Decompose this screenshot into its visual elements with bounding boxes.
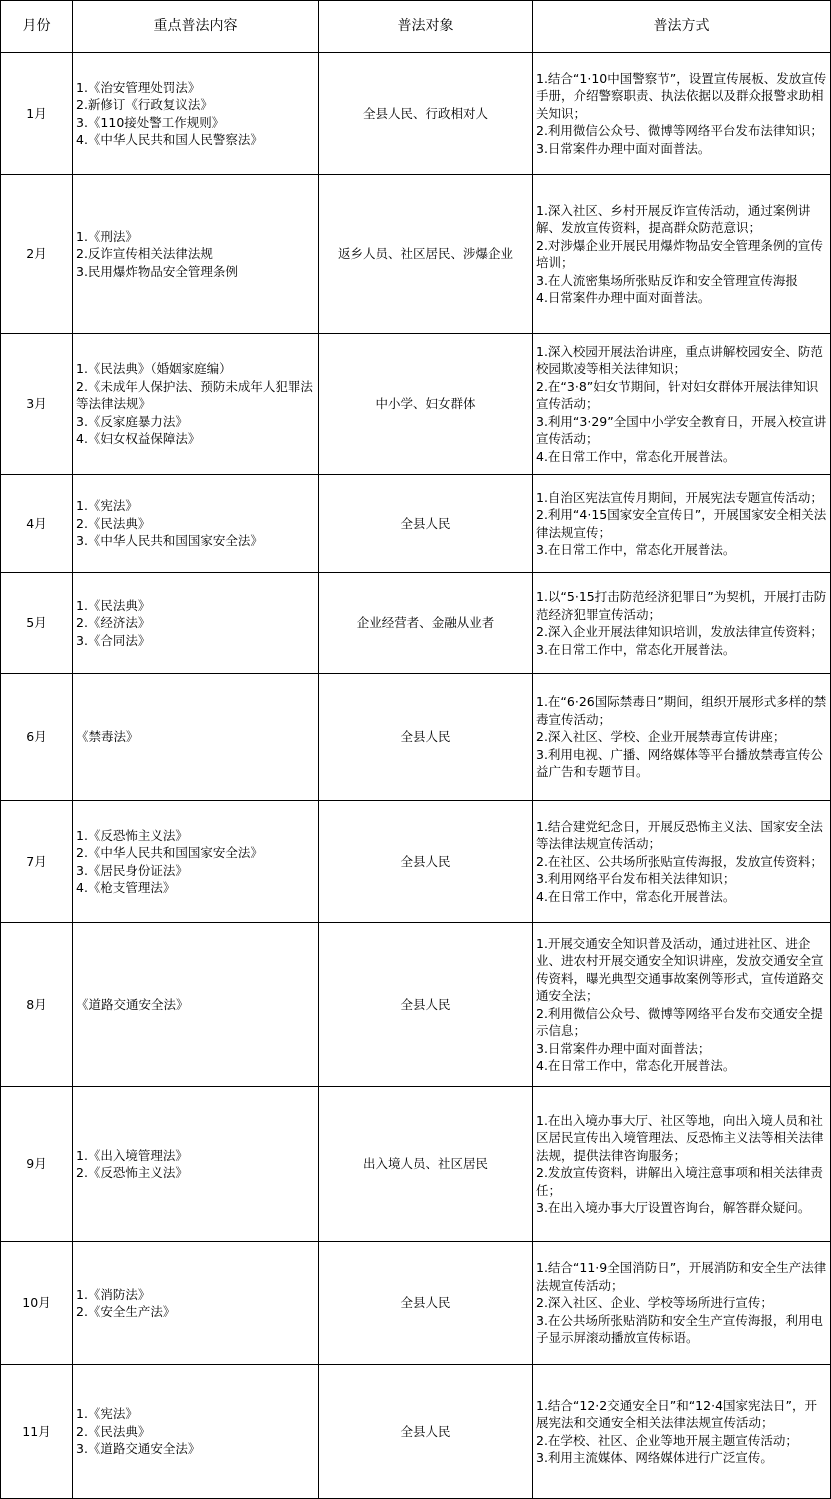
content-line: 2.新修订《行政复议法》 [76,97,213,112]
method-cell [533,923,831,1087]
method-line: 4.日常案件办理中面对面普法。 [536,290,711,305]
method-line: 1.结合建党纪念日，开展反恐怖主义法、国家安全法等法律法规宣传活动； [536,818,823,852]
content-line: 1.《宪法》 [76,1406,138,1422]
method-line: 1.以“5·15打击防范经济犯罪日”为契机，开展打击防范经济犯罪宣传活动； [536,589,827,622]
table-row [1,334,831,475]
content-line: 2.《经济法》 [76,615,151,631]
method-line: 2.发放宣传资料，讲解出入境注意事项和相关法律责任； [536,1165,823,1198]
method-line: 3.利用“3·29”全国中小学安全教育日，开展入校宣讲宣传活动； [536,413,827,447]
content-line: 1.《刑法》 [76,228,138,244]
method-line: 1.结合“11·9全国消防日”，开展消防和安全生产法律法规宣传活动； [536,1260,827,1293]
content-cell [73,674,319,801]
month-cell: 8月 [1,923,73,1087]
method-line: 3.利用网络平台发布相关法律知识； [536,871,736,887]
method-line: 2.利用“4·15国家安全宣传日”，开展国家安全相关法律法规宣传； [536,507,827,540]
month-cell: 6月 [1,674,73,801]
header-method: 普法方式 [533,1,831,53]
content-cell [73,923,319,1087]
content-cell [73,1365,319,1499]
method-line: 2.利用微信公众号、微博等网络平台发布交通安全提示信息； [536,1005,823,1038]
content-line: 3.《道路交通安全法》 [76,1441,201,1457]
method-line: 1.在“6·26国际禁毒日”期间，组织开展形式多样的禁毒宣传活动； [536,694,827,727]
method-line: 3.在日常工作中，常态化开展普法。 [536,542,736,557]
content-cell [73,475,319,573]
target-cell: 中小学、妇女群体 [319,334,533,475]
method-line: 3.日常案件办理中面对面普法。 [536,140,711,156]
method-line: 1.结合“12·2交通安全日”和“12·4国家宪法日”，开展宪法和交通安全相关法律法规宣传活动； [536,1397,817,1430]
target-cell: 全县人民 [319,1242,533,1365]
content-line: 2.反诈宣传相关法律法规 [76,246,213,262]
method-line: 1.结合“1·10中国警察节”，设置宣传展板、发放宣传手册，介绍警察职责、执法依据以及群众报警求助相关知识； [536,70,827,121]
content-line: 1.《消防法》 [76,1286,151,1302]
table-row [1,1365,831,1499]
header-row [1,1,831,53]
content-line: 3.《110接处警工作规则》 [76,114,225,130]
method-line: 2.深入企业开展法律知识培训，发放法律宣传资料； [536,624,823,639]
method-line: 3.利用电视、广播、网络媒体等平台播放禁毒宣传公益广告和专题节目。 [536,746,823,780]
table-row [1,1242,831,1365]
method-line: 2.深入社区、学校、企业开展禁毒宣传讲座； [536,729,786,745]
content-cell [73,573,319,674]
header-target: 普法对象 [319,1,533,53]
target-cell: 出入境人员、社区居民 [319,1087,533,1242]
method-line: 3.在出入境办事大厅设置咨询台，解答群众疑问。 [536,1200,811,1215]
content-line: 3.《居民身份证法》 [76,862,188,878]
content-line: 4.《妇女权益保障法》 [76,431,201,447]
method-line: 3.在人流密集场所张贴反诈和安全管理宣传海报 [536,272,798,288]
target-cell: 全县人民 [319,1365,533,1499]
content-line: 2.《民法典》 [76,1423,151,1439]
content-line: 3.《中华人民共和国国家安全法》 [76,533,263,549]
target-cell: 全县人民 [319,674,533,801]
target-cell: 全县人民 [319,923,533,1087]
content-cell [73,1242,319,1365]
content-line: 4.《枪支管理法》 [76,880,176,895]
table-body [1,53,831,1499]
month-cell: 3月 [1,334,73,475]
method-line: 3.在公共场所张贴消防和安全生产宣传海报，利用电子显示屏滚动播放宣传标语。 [536,1312,823,1346]
month-cell: 1月 [1,53,73,175]
method-cell [533,175,831,334]
content-line: 2.《未成年人保护法、预防未成年人犯罪法等法律法规》 [76,378,313,412]
method-cell [533,801,831,923]
method-cell [533,674,831,801]
header-content: 重点普法内容 [73,1,319,53]
target-cell: 全县人民、行政相对人 [319,53,533,175]
table-row [1,573,831,674]
method-line: 3.日常案件办理中面对面普法； [536,1040,711,1056]
month-cell: 7月 [1,801,73,923]
content-line: 1.《民法典》 [76,597,151,613]
method-line: 2.对涉爆企业开展民用爆炸物品安全管理条例的宣传培训； [536,237,823,270]
content-line: 2.《民法典》 [76,515,151,531]
content-line: 1.《宪法》 [76,498,138,514]
table-row [1,1087,831,1242]
content-cell [73,175,319,334]
method-line: 3.利用主流媒体、网络媒体进行广泛宣传。 [536,1450,773,1465]
method-line: 1.在出入境办事大厅、社区等地，向出入境人员和社区居民宣传出入境管理法、反恐怖主义法等相关法律法规，提供法律咨询服务； [536,1112,824,1163]
content-cell [73,53,319,175]
table-row [1,475,831,573]
target-cell: 返乡人员、社区居民、涉爆企业 [319,175,533,334]
content-line: 《禁毒法》 [76,729,139,745]
method-cell [533,475,831,573]
target-cell: 全县人民 [319,475,533,573]
content-line: 3.《合同法》 [76,632,151,648]
content-line: 4.《中华人民共和国人民警察法》 [76,132,263,147]
table-row [1,674,831,801]
method-line: 2.深入社区、企业、学校等场所进行宣传； [536,1295,773,1311]
method-line: 2.在学校、社区、企业等地开展主题宣传活动； [536,1432,798,1448]
table-row [1,53,831,175]
method-line: 1.深入社区、乡村开展反诈宣传活动，通过案例讲解、发放宣传资料，提高群众防范意识； [536,202,811,235]
content-line: 《道路交通安全法》 [76,996,189,1012]
method-line: 2.在社区、公共场所张贴宣传海报，发放宣传资料； [536,853,823,869]
month-cell: 5月 [1,573,73,674]
month-cell: 11月 [1,1365,73,1499]
header-month: 月份 [1,1,73,53]
content-line: 2.《中华人民共和国国家安全法》 [76,845,263,860]
target-cell: 企业经营者、金融从业者 [319,573,533,674]
content-line: 1.《民法典》（婚姻家庭编） [76,361,232,377]
method-line: 4.在日常工作中，常态化开展普法。 [536,448,736,464]
table-row [1,801,831,923]
method-line: 4.在日常工作中，常态化开展普法。 [536,888,736,904]
month-cell: 2月 [1,175,73,334]
content-cell [73,801,319,923]
content-line: 2.《反恐怖主义法》 [76,1165,188,1180]
content-line: 1.《治安管理处罚法》 [76,79,201,95]
method-cell [533,53,831,175]
method-line: 2.在“3·8”妇女节期间，针对妇女群体开展法律知识宣传活动； [536,378,819,412]
method-line: 1.自治区宪法宣传月期间，开展宪法专题宣传活动； [536,489,823,505]
method-cell [533,1365,831,1499]
method-line: 2.利用微信公众号、微博等网络平台发布法律知识； [536,123,823,139]
content-line: 2.《安全生产法》 [76,1304,176,1319]
month-cell: 4月 [1,475,73,573]
content-line: 3.民用爆炸物品安全管理条例 [76,263,238,279]
method-line: 3.在日常工作中，常态化开展普法。 [536,641,736,657]
method-cell [533,334,831,475]
method-cell [533,573,831,674]
method-cell [533,1087,831,1242]
content-cell [73,1087,319,1242]
content-line: 1.《出入境管理法》 [76,1147,188,1163]
month-cell: 10月 [1,1242,73,1365]
table-row [1,923,831,1087]
content-cell [73,334,319,475]
month-cell: 9月 [1,1087,73,1242]
content-line: 1.《反恐怖主义法》 [76,827,188,843]
method-line: 4.在日常工作中，常态化开展普法。 [536,1058,736,1073]
table-row [1,175,831,334]
method-line: 1.开展交通安全知识普及活动，通过进社区、进企业、进农村开展交通安全知识讲座，发放交通安全宣传资料，曝光典型交通事故案例等形式，宣传道路交通安全法； [536,935,824,1003]
content-line: 3.《反家庭暴力法》 [76,413,188,429]
target-cell: 全县人民 [319,801,533,923]
method-line: 1.深入校园开展法治讲座，重点讲解校园安全、防范校园欺凌等相关法律知识； [536,343,823,377]
method-cell [533,1242,831,1365]
